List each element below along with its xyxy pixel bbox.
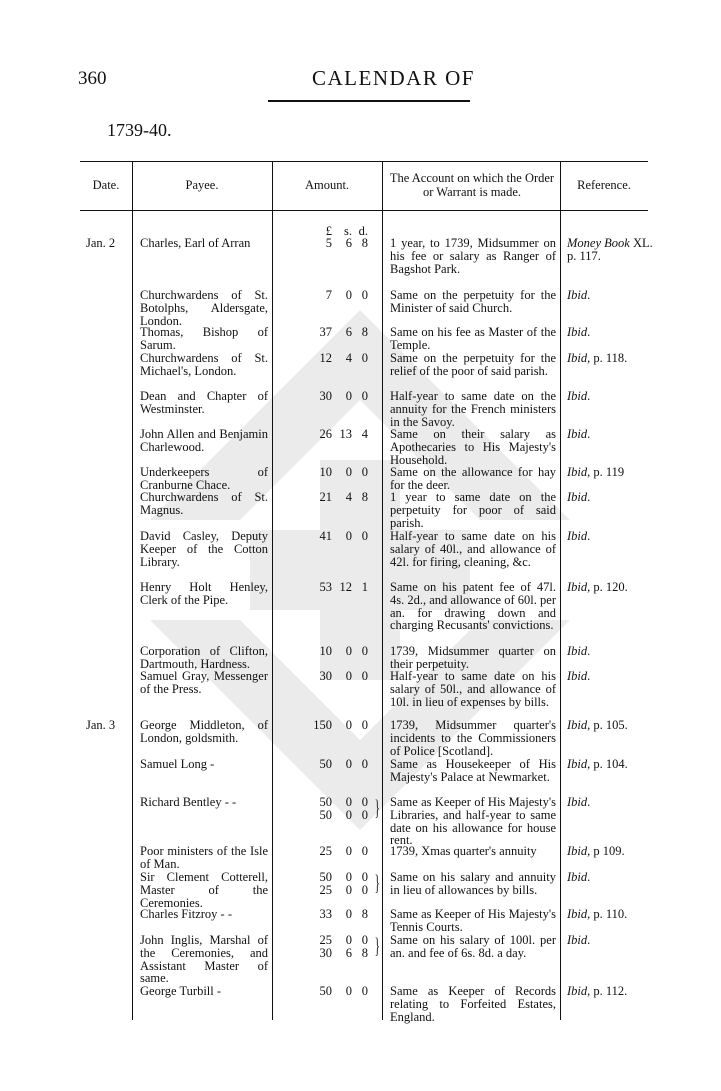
- entry-reference: Ibid, p 109.: [567, 844, 625, 858]
- currency-units: £ s. d.: [325, 224, 368, 238]
- pence-value: 0: [361, 984, 368, 998]
- entry-amount: [296, 670, 376, 683]
- shillings-value: 0: [345, 757, 352, 771]
- column-header-account: The Account on which the Order or Warrant is made.: [389, 171, 555, 199]
- entry-payee: Dean and Chapter of Westminster.: [140, 389, 268, 416]
- entry-reference: Ibid, p. 112.: [567, 984, 628, 998]
- table-top-rule: [80, 161, 648, 162]
- pence-value: 0: [361, 757, 368, 771]
- entry-amount: [296, 719, 376, 732]
- shillings-value: 0: [345, 984, 352, 998]
- entry-amount: [296, 326, 376, 339]
- entry-amount: [296, 645, 376, 658]
- shillings-value: 0: [345, 644, 352, 658]
- entry-account: 1739, Xmas quarter's annuity: [390, 844, 537, 858]
- entry-amount: [296, 884, 376, 897]
- pounds-value: 50: [319, 757, 332, 771]
- table-header-rule: [80, 210, 648, 211]
- pence-value: 0: [361, 808, 368, 822]
- entry-reference: Ibid.: [567, 389, 591, 403]
- entry-account: Same on the perpetuity for the relief of the poor of said parish.: [390, 351, 556, 378]
- entry-reference: Ibid.: [567, 529, 591, 543]
- entry-reference: Ibid, p. 105.: [567, 718, 628, 732]
- shillings-value: 6: [345, 325, 352, 339]
- column-divider: [382, 162, 383, 1020]
- pounds-value: 5: [325, 236, 332, 250]
- pence-value: 8: [361, 946, 368, 960]
- pence-value: 0: [361, 529, 368, 543]
- column-header-date: Date.: [92, 178, 120, 192]
- entry-account: Same as Keeper of His Majesty's Tennis Courts.: [390, 907, 556, 934]
- entry-amount: [296, 985, 376, 998]
- pounds-value: 50: [319, 984, 332, 998]
- entry-reference: Ibid.: [567, 644, 591, 658]
- entry-account: Same on his salary of 100l. per an. and fee of 6s. 8d. a day.: [390, 933, 556, 960]
- column-header-amount: Amount.: [304, 178, 350, 192]
- shillings-value: 0: [345, 808, 352, 822]
- pence-value: 0: [361, 288, 368, 302]
- entry-amount: [296, 466, 376, 479]
- shillings-value: 0: [345, 907, 352, 921]
- entry-amount: [296, 758, 376, 771]
- entry-payee: Samuel Long -: [140, 757, 215, 771]
- entry-amount: [296, 428, 376, 441]
- pence-value: 0: [361, 844, 368, 858]
- entry-account: Half-year to same date on the annuity for the French ministers in the Savoy.: [390, 389, 556, 429]
- entry-account: Same on their salary as Apothecaries to His Majesty's Household.: [390, 427, 556, 467]
- pounds-value: 25: [319, 883, 332, 897]
- entry-amount: [296, 352, 376, 365]
- entry-date: Jan. 2: [86, 236, 116, 250]
- pounds-value: 150: [313, 718, 332, 732]
- pence-value: 0: [361, 351, 368, 365]
- shillings-value: 0: [345, 795, 352, 809]
- entry-payee: Charles, Earl of Arran: [140, 236, 251, 250]
- shillings-value: 0: [345, 389, 352, 403]
- entry-amount: [296, 390, 376, 403]
- year-heading: 1739-40.: [107, 120, 172, 140]
- column-header-payee: Payee.: [185, 178, 219, 192]
- shillings-value: 0: [345, 870, 352, 884]
- entry-account: 1 year, to 1739, Midsummer on his fee or salary as Ranger of Bagshot Park.: [390, 236, 556, 276]
- entry-amount: [296, 947, 376, 960]
- pence-value: 8: [361, 490, 368, 504]
- entry-reference: Ibid, p. 119: [567, 465, 625, 479]
- entry-reference: Ibid.: [567, 325, 591, 339]
- shillings-value: 0: [345, 933, 352, 947]
- entry-payee: George Turbill -: [140, 984, 222, 998]
- entry-amount: [296, 796, 376, 809]
- entry-account: Same on the allowance for hay for the deer.: [390, 465, 556, 492]
- pounds-value: 25: [319, 933, 332, 947]
- page-number: 360: [78, 68, 107, 89]
- entry-account: Same on his patent fee of 47l. 4s. 2d., and allowance of 60l. per an. for drawing down and charging Recusants' convictions.: [390, 580, 556, 633]
- entry-payee: Corporation of Clifton, Dartmouth, Hardness.: [140, 644, 268, 671]
- pounds-value: 12: [319, 351, 332, 365]
- entry-account: Same on his salary and annuity in lieu of allowances by bills.: [390, 870, 556, 897]
- entry-payee: Charles Fitzroy - -: [140, 907, 232, 921]
- amount-brace: }: [374, 870, 380, 895]
- entry-account: Half-year to same date on his salary of 40l., and allowance of 42l. for firing, cleaning, &c.: [390, 529, 556, 569]
- entry-account: Same as Housekeeper of His Majesty's Palace at Newmarket.: [390, 757, 556, 784]
- column-divider: [272, 162, 273, 1020]
- entry-amount: [296, 845, 376, 858]
- entry-reference: Money Book XL. p. 117.: [567, 236, 653, 263]
- entry-account: 1739, Midsummer quarter's incidents to the Commissioners of Police [Scotland].: [390, 718, 556, 758]
- pounds-value: 7: [325, 288, 332, 302]
- pounds-value: 50: [319, 808, 332, 822]
- entry-account: 1 year to same date on the perpetuity for poor of said parish.: [390, 490, 556, 530]
- amount-brace: }: [374, 795, 380, 820]
- entry-account: Same on the perpetuity for the Minister of said Church.: [390, 288, 556, 315]
- pounds-value: 50: [319, 795, 332, 809]
- pounds-value: 30: [319, 389, 332, 403]
- entry-reference: Ibid.: [567, 288, 591, 302]
- pence-value: 1: [361, 580, 368, 594]
- shillings-value: 4: [345, 490, 352, 504]
- entry-account: Same as Keeper of His Majesty's Libraries, and half-year to same date on his allowance for house rent.: [390, 795, 556, 848]
- entry-amount: [296, 491, 376, 504]
- pence-value: 8: [361, 236, 368, 250]
- entry-reference: Ibid, p. 110.: [567, 907, 628, 921]
- column-divider: [560, 162, 561, 1020]
- entry-amount: [296, 581, 376, 594]
- entry-payee: Poor ministers of the Isle of Man.: [140, 844, 268, 871]
- entry-reference: Ibid, p. 118.: [567, 351, 628, 365]
- entry-reference: Ibid.: [567, 427, 591, 441]
- entry-reference: Ibid.: [567, 933, 591, 947]
- title-rule: [268, 100, 470, 102]
- pence-value: 4: [361, 427, 368, 441]
- shillings-value: 0: [345, 288, 352, 302]
- entry-payee: John Inglis, Marshal of the Ceremonies, and Assistant Master of same.: [140, 933, 268, 986]
- pence-value: 8: [361, 907, 368, 921]
- entry-date: Jan. 3: [86, 718, 116, 732]
- entry-payee: Henry Holt Henley, Clerk of the Pipe.: [140, 580, 268, 607]
- entry-account: 1739, Midsummer quarter on their perpetuity.: [390, 644, 556, 671]
- column-divider: [132, 162, 133, 1020]
- pence-value: 0: [361, 669, 368, 683]
- entry-amount: [296, 530, 376, 543]
- pounds-value: 10: [319, 465, 332, 479]
- pence-value: 0: [361, 933, 368, 947]
- pounds-value: 26: [319, 427, 332, 441]
- shillings-value: 6: [345, 946, 352, 960]
- entry-account: Half-year to same date on his salary of 50l., and allowance of 10l. in lieu of expenses by bills.: [390, 669, 556, 709]
- entry-payee: Underkeepers of Cranburne Chace.: [140, 465, 268, 492]
- shillings-value: 6: [345, 236, 352, 250]
- entry-payee: John Allen and Benjamin Charlewood.: [140, 427, 268, 454]
- entry-amount: [296, 237, 376, 250]
- shillings-value: 0: [345, 844, 352, 858]
- pounds-value: 33: [319, 907, 332, 921]
- pounds-value: 53: [319, 580, 332, 594]
- column-header-reference: Reference.: [577, 178, 631, 192]
- entry-amount: [296, 934, 376, 947]
- entry-amount: [296, 908, 376, 921]
- pounds-value: 30: [319, 669, 332, 683]
- entry-payee: George Middleton, of London, goldsmith.: [140, 718, 268, 745]
- entry-payee: Samuel Gray, Messenger of the Press.: [140, 669, 268, 696]
- entry-payee: Churchwardens of St. Michael's, London.: [140, 351, 268, 378]
- pounds-value: 41: [319, 529, 332, 543]
- page-title: CALENDAR OF: [312, 66, 475, 90]
- shillings-value: 0: [345, 529, 352, 543]
- entry-payee: Churchwardens of St. Botolphs, Aldersgate, London.: [140, 288, 268, 328]
- pence-value: 8: [361, 325, 368, 339]
- page-header: [0, 62, 721, 92]
- shillings-value: 0: [345, 669, 352, 683]
- entry-amount: [296, 871, 376, 884]
- shillings-value: 12: [339, 580, 352, 594]
- shillings-value: 13: [339, 427, 352, 441]
- entry-payee: Churchwardens of St. Magnus.: [140, 490, 268, 517]
- entry-amount: [296, 809, 376, 822]
- entry-payee: Sir Clement Cotterell, Master of the Ceremonies.: [140, 870, 268, 910]
- pounds-value: 37: [319, 325, 332, 339]
- shillings-value: 0: [345, 718, 352, 732]
- entry-reference: Ibid.: [567, 669, 591, 683]
- shillings-value: 4: [345, 351, 352, 365]
- pence-value: 0: [361, 795, 368, 809]
- entry-account: Same as Keeper of Records relating to Forfeited Estates, England.: [390, 984, 556, 1024]
- entry-payee: Richard Bentley - -: [140, 795, 237, 809]
- pounds-value: 25: [319, 844, 332, 858]
- entry-payee: David Casley, Deputy Keeper of the Cotton Library.: [140, 529, 268, 569]
- entry-amount: [296, 289, 376, 302]
- pounds-value: 10: [319, 644, 332, 658]
- pence-value: 0: [361, 465, 368, 479]
- entry-reference: Ibid, p. 120.: [567, 580, 628, 594]
- pence-value: 0: [361, 644, 368, 658]
- shillings-value: 0: [345, 465, 352, 479]
- pence-value: 0: [361, 883, 368, 897]
- amount-brace: }: [374, 933, 380, 958]
- entry-payee: Thomas, Bishop of Sarum.: [140, 325, 268, 352]
- pence-value: 0: [361, 389, 368, 403]
- entry-reference: Ibid.: [567, 870, 591, 884]
- pence-value: 0: [361, 718, 368, 732]
- pence-value: 0: [361, 870, 368, 884]
- entry-account: Same on his fee as Master of the Temple.: [390, 325, 556, 352]
- shillings-value: 0: [345, 883, 352, 897]
- pounds-value: 50: [319, 870, 332, 884]
- pounds-value: 30: [319, 946, 332, 960]
- entry-reference: Ibid.: [567, 490, 591, 504]
- pounds-value: 21: [319, 490, 332, 504]
- entry-reference: Ibid, p. 104.: [567, 757, 628, 771]
- entry-reference: Ibid.: [567, 795, 591, 809]
